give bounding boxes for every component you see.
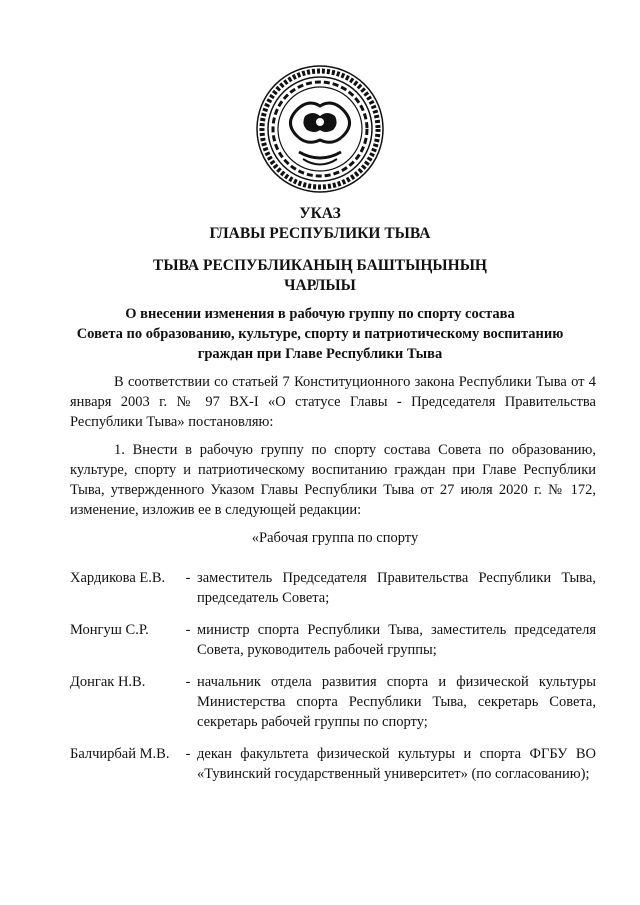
member-dash: - <box>185 674 191 690</box>
tuvan-title-line1: ТЫВА РЕСПУБЛИКАНЫҢ БАШТЫҢЫНЫҢ <box>153 257 487 274</box>
tuvan-title-line2: ЧАРЛЫЫ <box>284 277 356 294</box>
subject-line2: Совета по образованию, культуре, спорту и патриотическому воспитанию <box>76 326 564 342</box>
emblem-icon <box>255 64 385 194</box>
item-1-paragraph: 1. Внести в рабочую группу по спорту состава Совета по образованию, культуре, спорту и патриотическому воспитанию граждан при Главе Республики Тыва, утвержденного Указом Главы Республики Тыва от 27 июля 2020 г. № 172, изменение, изложив ее в следующей редакции: <box>70 442 596 518</box>
decree-title-tuvan <box>0 256 640 296</box>
subject-line3: граждан при Главе Республики Тыва <box>197 346 443 362</box>
member-dash: - <box>185 622 191 638</box>
member-description: декан факультета физической культуры и спорта ФГБУ ВО «Тувинский государственный университет» (по согласованию); <box>197 746 596 782</box>
member-name: Донгак Н.В. <box>70 674 146 690</box>
member-description: министр спорта Республики Тыва, заместитель председателя Совета, руководитель рабочей группы; <box>197 622 596 658</box>
member-description: начальник отдела развития спорта и физической культуры Министерства спорта Республики Тыва, секретарь Совета, секретарь рабочей группы по спорту; <box>197 674 596 730</box>
member-name: Монгуш С.Р. <box>70 622 149 638</box>
decree-title-line2: ГЛАВЫ РЕСПУБЛИКИ ТЫВА <box>209 225 431 242</box>
preamble-paragraph: В соответствии со статьей 7 Конституционного закона Республики Тыва от 4 января 2003 г. № 97 ВХ-I «О статусе Главы - Председателя Правительства Республики Тыва» постановляю: <box>70 374 596 430</box>
member-name: Балчирбай М.В. <box>70 746 170 762</box>
decree-subject <box>0 304 640 364</box>
member-description: заместитель Председателя Правительства Республики Тыва, председатель Совета; <box>197 570 596 606</box>
subject-line1: О внесении изменения в рабочую группу по спорту состава <box>125 306 515 322</box>
decree-title <box>0 204 640 244</box>
group-heading: «Рабочая группа по спорту <box>251 530 419 546</box>
member-dash: - <box>185 746 191 762</box>
decree-title-line1: УКАЗ <box>299 205 341 222</box>
member-dash: - <box>185 570 191 586</box>
member-name: Хардикова Е.В. <box>70 570 166 586</box>
